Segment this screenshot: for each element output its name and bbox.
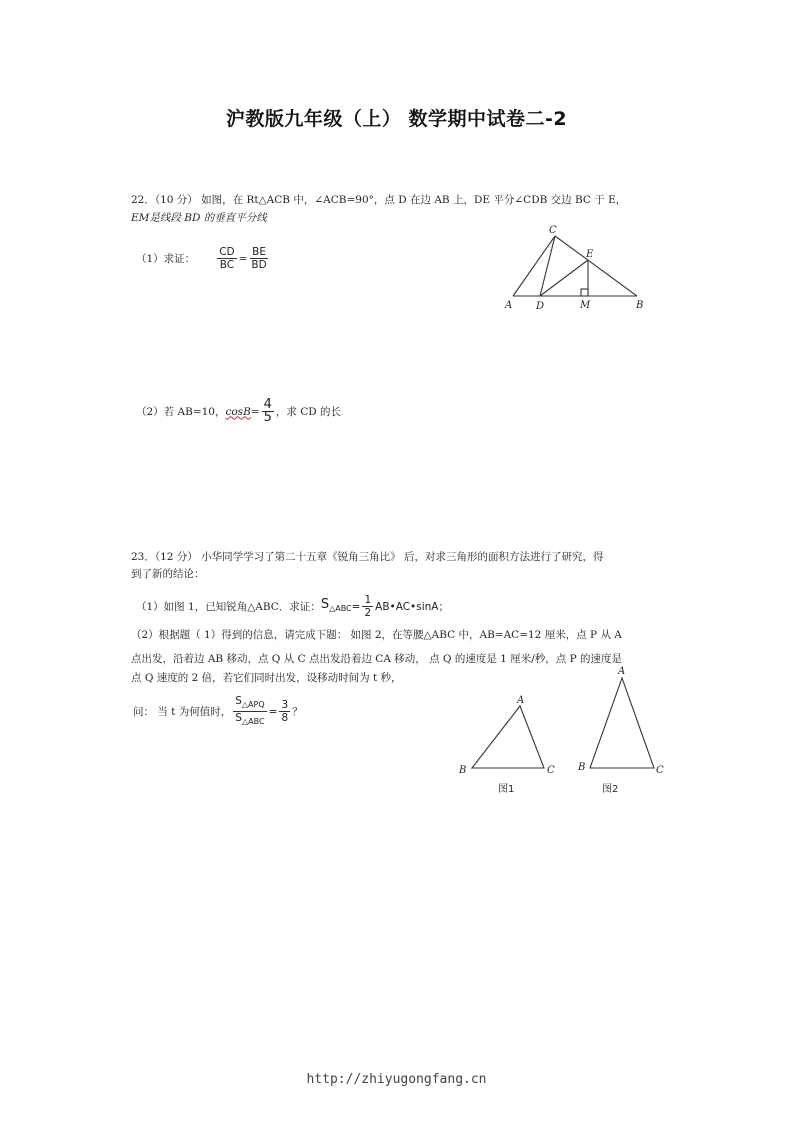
q22-part2-prefix: （2）若 AB=10， (136, 405, 226, 418)
area-symbol (321, 597, 352, 617)
q22-line2: EM是线段 BD 的垂直平分线 (131, 212, 267, 224)
s-letter: S (235, 695, 242, 707)
frac-denominator: BC (219, 259, 235, 271)
area-ratio-fraction (233, 695, 266, 728)
frac-numerator: BE (252, 246, 266, 258)
equals-sign: = (268, 705, 278, 718)
frac-numerator: 3 (281, 699, 289, 711)
frac-denominator: BD (251, 259, 267, 271)
s-subscript: △ABC (242, 717, 265, 726)
fig1-label-b: B (459, 765, 467, 776)
q22-line1: 22．（10 分） 如图，在 Rt△ACB 中，∠ACB=90°，点 D 在边 AB 上，DE 平分∠CDB 交边 BC 于 E， (131, 194, 627, 206)
s-subscript: △APQ (241, 700, 265, 709)
frac-denominator: 8 (281, 712, 289, 724)
q23-question (133, 695, 303, 728)
ask-prefix: 问： 当 t 为何值时， (133, 705, 232, 718)
frac-numerator (233, 695, 266, 712)
right-angle-mark (581, 289, 588, 296)
label-e: E (586, 249, 594, 260)
q23-part1-prefix: （1）如图 1，已知锐角△ABC．求证： (136, 600, 321, 613)
ask-suffix: ？ (292, 705, 303, 718)
frac-denominator (233, 712, 266, 728)
label-m: M (580, 300, 591, 311)
fig1-caption: 图1 (498, 784, 515, 795)
fraction-cd-bc (217, 246, 236, 271)
label-a: A (505, 300, 513, 311)
q23-line2: 到了新的结论： (131, 568, 205, 580)
label-c: C (549, 225, 557, 236)
fraction-3-8 (279, 699, 290, 724)
q22-part1 (136, 246, 271, 271)
segment-cb (555, 236, 637, 296)
label-b: B (636, 300, 644, 311)
fraction-be-bd (249, 246, 268, 271)
q22-part2-suffix: ，求 CD 的长 (275, 405, 342, 418)
equals-sign: = (238, 252, 248, 265)
fig2-label-a: A (618, 666, 626, 677)
equals-sign: = (250, 405, 260, 418)
s-subscript: △ABC (329, 603, 352, 613)
segment-ac (513, 236, 555, 296)
formula-tail: AB•AC•sinA； (375, 600, 449, 613)
q23-figures (452, 660, 677, 800)
q22-part1-label: （1）求证： (136, 252, 196, 265)
frac-numerator: CD (219, 246, 235, 258)
equals-sign: = (351, 600, 361, 613)
fraction-one-half (362, 594, 373, 619)
fig2-caption: 图2 (602, 784, 619, 795)
label-d: D (536, 301, 545, 312)
frac-numerator: 4 (263, 397, 272, 412)
q23-line1: 23．（12 分） 小华同学学习了第二十五章《锐角三角比》 后，对求三角形的面积方法进行了研究，得 (131, 551, 604, 563)
cosb-term: cosB (225, 405, 251, 418)
fig2-label-c: C (656, 765, 664, 776)
figure2-triangle (590, 678, 654, 768)
fraction-4-5 (262, 399, 274, 424)
page-title: 沪教版九年级（上） 数学期中试卷二-2 (225, 108, 568, 130)
frac-numerator: 1 (364, 594, 372, 606)
q23-part1 (136, 594, 449, 619)
footer-url: http://zhiyugongfang.cn (306, 1072, 487, 1087)
frac-denominator: 2 (364, 607, 372, 619)
q23-part2-line1: （2）根据题（ 1）得到的信息，请完成下题： 如图 2，在等腰△ABC 中，AB=AC=12 厘米，点 P 从 A (131, 629, 622, 641)
s-letter: S (235, 712, 242, 724)
fig1-label-a: A (517, 695, 525, 706)
q23-part2-line3: 点 Q 速度的 2 倍，若它们同时出发，设移动时间为 t 秒， (131, 672, 402, 684)
q23-part2-line2: 点出发，沿着边 AB 移动，点 Q 从 C 点出发沿着边 CA 移动， 点 Q 的速度是 1 厘米/秒，点 P 的速度是 (131, 653, 623, 665)
s-letter: S (320, 596, 330, 612)
figure1-triangle (472, 706, 544, 768)
q22-part2 (136, 399, 341, 424)
frac-denominator: 5 (263, 410, 272, 425)
fig1-label-c: C (547, 765, 555, 776)
fig2-label-b: B (578, 762, 586, 773)
q22-figure (495, 222, 650, 314)
